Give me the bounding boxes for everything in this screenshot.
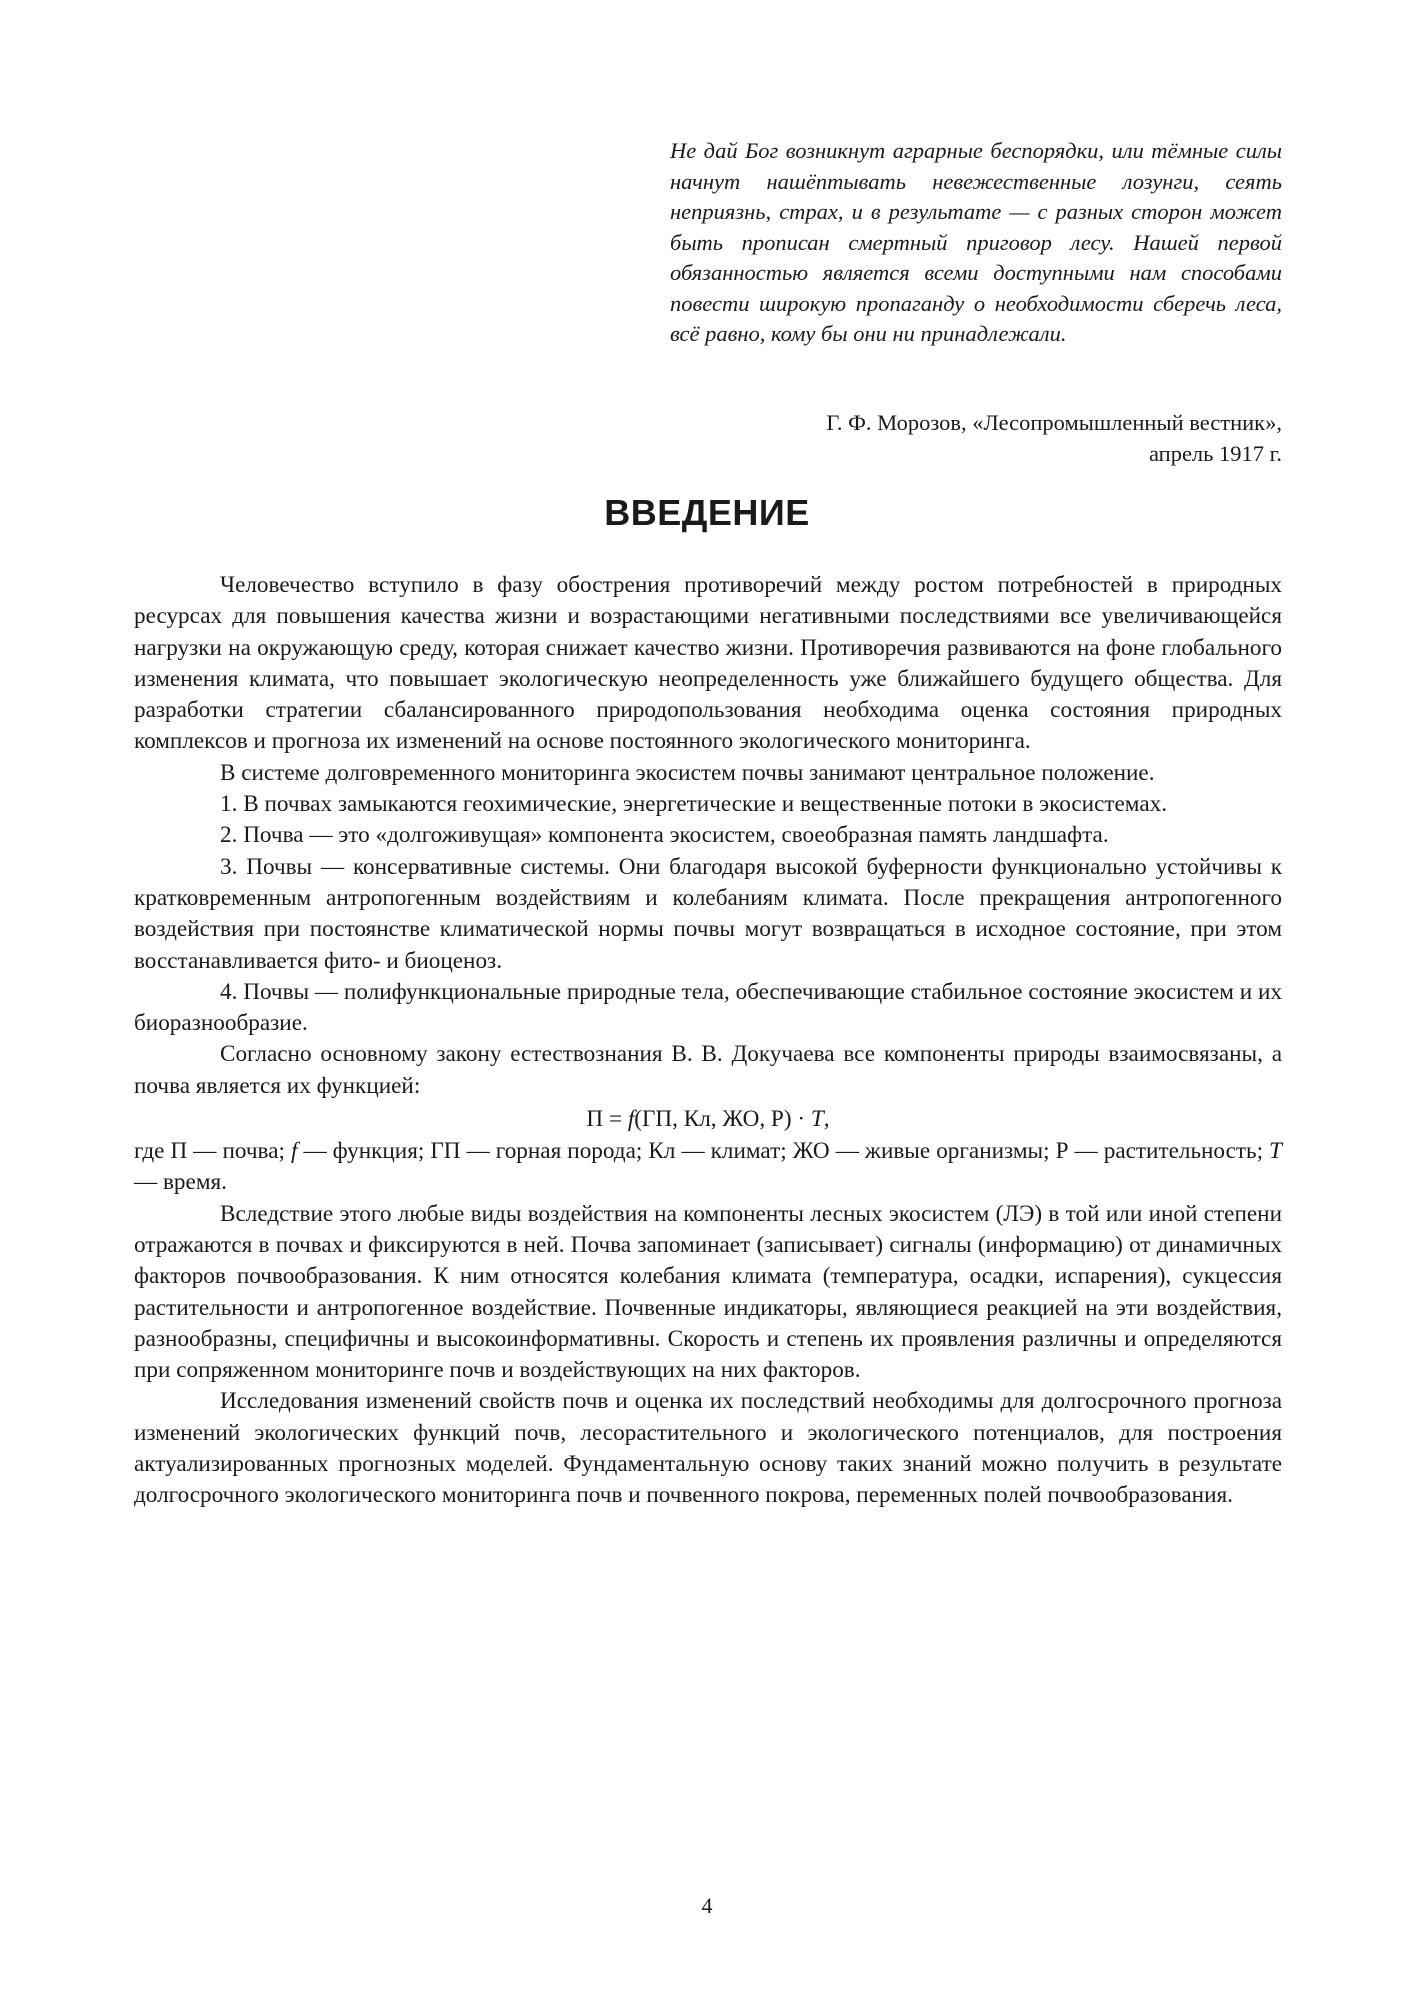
formula-legend <box>134 1136 1282 1199</box>
list-item: 3. Почвы — консервативные системы. Они благодаря высокой буферности функционально устойчивы к кратковременным антропогенным воздействиям и колебаниям климата. После прекращения антропогенного воздействия при постоянстве климатической нормы почвы могут возвращаться в исходное состояние, при этом восстанавливается фито- и биоценоз. <box>134 853 1282 974</box>
legend-part: — функция; ГП — горная порода; Кл — климат; ЖО — живые организмы; Р — растительность; <box>297 1138 1270 1165</box>
list-item: 4. Почвы — полифункциональные природные тела, обеспечивающие стабильное состояние экосистем и их биоразнообразие. <box>134 978 1282 1037</box>
list-item: 2. Почва — это «долгоживущая» компонента экосистем, своеобразная память ландшафта. <box>220 822 1109 849</box>
formula-function: f <box>627 1106 635 1133</box>
body-text <box>134 570 1282 1512</box>
epigraph-attribution <box>640 408 1282 469</box>
page-number: 4 <box>701 1893 713 1918</box>
legend-part: — время. <box>134 1169 227 1196</box>
epigraph: Не дай Бог возникнут аграрные беспорядки, или тёмные силы начнут нашёптывать невежественные лозунги, сеять неприязнь, страх, и в результате — с разных сторон может быть прописан смертный приговор лесу. Нашей первой обязанностью является всеми доступными нам способами повести широкую пропаганду о необходимости сберечь леса, всё равно, кому бы они ни принадлежали. <box>670 138 1282 346</box>
legend-part: где П — почва; <box>134 1138 291 1165</box>
paragraph: Исследования изменений свойств почв и оценка их последствий необходимы для долгосрочного прогноза изменений экологических функций почв, лесорастительного и экологического потенциалов, для построения актуализированных прогнозных моделей. Фундаментальную основу таких знаний можно получить в результате долгосрочного экологического мониторинга почв и почвенного покрова, переменных полей почвообразования. <box>134 1388 1282 1509</box>
paragraph: Человечество вступило в фазу обострения противоречий между ростом потребностей в природных ресурсах для повышения качества жизни и возрастающими негативными последствиями все увеличивающейся нагрузки на окружающую среду, которая снижает качество жизни. Противоречия развиваются на фоне глобального изменения климата, что повышает экологическую неопределенность уже ближайшего будущего общества. Для разработки стратегии сбалансированного природопользования необходима оценка состояния природных комплексов и прогноза их изменений на основе постоянного экологического мониторинга. <box>134 572 1282 755</box>
paragraph: Согласно основному закону естествознания В. В. Докучаева все компоненты природы взаимосвязаны, а почва является их функцией: <box>134 1041 1282 1099</box>
section-heading: ВВЕДЕНИЕ <box>604 492 810 533</box>
formula-args: (ГП, Кл, ЖО, Р) · <box>634 1106 811 1133</box>
legend-f: f <box>290 1138 298 1165</box>
paragraph: Вследствие этого любые виды воздействия на компоненты лесных экосистем (ЛЭ) в той или иной степени отражаются в почвах и фиксируются в ней. Почва запоминает (записывает) сигналы (информацию) от динамичных факторов почвообразования. К ним относятся колебания климата (температура, осадки, испарения), сукцессия растительности и антропогенное воздействие. Почвенные индикаторы, являющиеся реакцией на эти воздействия, разнообразны, специфичны и высокоинформативны. Скорость и степень их проявления различны и определяются при сопряженном мониторинге почв и воздействующих на них факторов. <box>134 1200 1282 1384</box>
paragraph: В системе долговременного мониторинга экосистем почвы занимают центральное положение. <box>220 759 1155 786</box>
legend-t: T <box>1269 1138 1282 1165</box>
formula <box>134 1102 1282 1136</box>
list-item: 1. В почвах замыкаются геохимические, энергетические и вещественные потоки в экосистемах. <box>220 791 1167 818</box>
formula-tail: , <box>823 1106 830 1133</box>
attribution-source: Г. Ф. Морозов, «Лесопромышленный вестник», <box>826 410 1282 435</box>
attribution-date: апрель 1917 г. <box>1148 440 1282 466</box>
formula-lhs: П = <box>586 1106 628 1133</box>
formula-time: T <box>810 1106 824 1133</box>
